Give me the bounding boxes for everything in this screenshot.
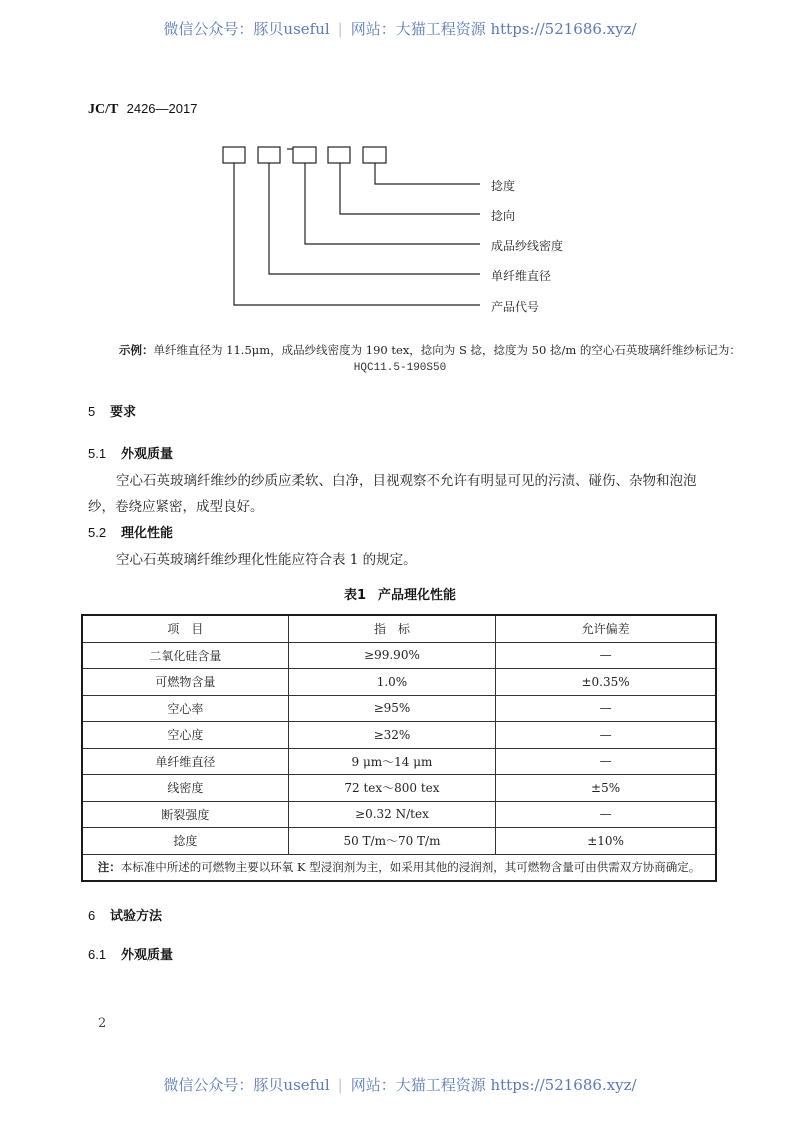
watermark-wechat: 微信公众号：豚贝useful	[163, 20, 330, 38]
example-text: 单纤维直径为 11.5μm，成品纱线密度为 190 tex，捻向为 S 捻，捻度为 50 捻/m 的空心石英玻璃纤维纱标记为：	[153, 343, 741, 357]
section-number: 6	[88, 908, 96, 923]
table-header-row	[82, 615, 716, 642]
section-6-1-heading	[88, 944, 173, 963]
table-row	[82, 669, 716, 696]
section-number: 5	[88, 404, 96, 419]
table1-caption	[0, 584, 800, 603]
section-title: 要求	[110, 405, 137, 420]
table-row	[82, 775, 716, 802]
table-cell-tolerance: ±5%	[496, 775, 716, 802]
diagram-label-twist-direction: 捻向	[491, 209, 516, 223]
table-row	[82, 695, 716, 722]
diagram-box-twist	[363, 147, 386, 163]
example-lead: 示例：	[119, 343, 154, 357]
table-cell-item: 空心度	[82, 722, 288, 749]
watermark-bottom	[0, 1074, 800, 1095]
table-note-row	[82, 854, 716, 881]
standard-prefix: JC/T	[88, 102, 119, 117]
table-cell-item: 二氧化硅含量	[82, 642, 288, 669]
diagram-label-linear-density: 成品纱线密度	[491, 239, 564, 253]
page-number: 2	[98, 1016, 107, 1031]
table-header-spec: 指 标	[288, 615, 495, 642]
table-cell-tolerance: —	[496, 801, 716, 828]
table-cell-spec: 72 tex～800 tex	[288, 775, 495, 802]
diagram-box-linear-density	[293, 147, 316, 163]
table-cell-tolerance: —	[496, 748, 716, 775]
table1-caption-title: 产品理化性能	[378, 588, 457, 603]
table-note-text: 本标准中所述的可燃物主要以环氧 K 型浸润剂为主，如采用其他的浸润剂，其可燃物含量可由供需双方协商确定。	[120, 860, 701, 875]
example-paragraph	[119, 342, 741, 358]
section-5-1-heading	[88, 443, 173, 462]
diagram-box-fiber-diameter	[258, 147, 280, 163]
example-code: HQC11.5-190S50	[353, 362, 447, 374]
section-title: 外观质量	[121, 447, 174, 462]
table-cell-tolerance: —	[496, 642, 716, 669]
table-cell-spec: 50 T/m～70 T/m	[288, 828, 495, 855]
table-cell-spec: ≥32%	[288, 722, 495, 749]
table-row	[82, 828, 716, 855]
table-row	[82, 748, 716, 775]
section-6-heading	[88, 905, 162, 924]
section-5-1-body-line1: 空心石英玻璃纤维纱的纱质应柔软、白净，目视观察不允许有明显可见的污渍、碰伤、杂物和泡泡	[116, 473, 697, 489]
diagram-label-product-code: 产品代号	[491, 300, 540, 314]
watermark-site: 网站：大猫工程资源 https://521686.xyz/	[350, 1076, 637, 1094]
table-header-item: 项 目	[82, 615, 288, 642]
section-number: 6.1	[88, 947, 107, 962]
watermark-separator: |	[337, 1076, 343, 1094]
table-cell-spec: 9 μm～14 μm	[288, 748, 495, 775]
table-cell-item: 捻度	[82, 828, 288, 855]
section-number: 5.1	[88, 446, 107, 461]
table-cell-item: 可燃物含量	[82, 669, 288, 696]
table1-caption-number: 表1	[343, 588, 367, 603]
section-title: 外观质量	[121, 948, 174, 963]
table-note-lead: 注：	[97, 860, 121, 875]
table-cell-tolerance: —	[496, 695, 716, 722]
table-cell-tolerance: —	[496, 722, 716, 749]
section-title: 理化性能	[121, 526, 174, 541]
standard-number: 2426—2017	[126, 101, 198, 116]
table-cell-spec: ≥0.32 N/tex	[288, 801, 495, 828]
table-row	[82, 801, 716, 828]
table1-properties	[81, 614, 717, 882]
designation-diagram	[0, 0, 800, 330]
watermark-wechat: 微信公众号：豚贝useful	[163, 1076, 330, 1094]
diagram-box-twist-direction	[328, 147, 350, 163]
table-cell-spec: ≥99.90%	[288, 642, 495, 669]
diagram-label-fiber-diameter: 单纤维直径	[491, 269, 552, 283]
section-number: 5.2	[88, 525, 107, 540]
table-row	[82, 642, 716, 669]
table-cell-tolerance: ±0.35%	[496, 669, 716, 696]
section-5-2-body: 空心石英玻璃纤维纱理化性能应符合表 1 的规定。	[116, 552, 417, 568]
diagram-box-product-code	[223, 147, 245, 163]
table-cell-tolerance: ±10%	[496, 828, 716, 855]
table-note	[82, 854, 716, 881]
table-cell-spec: 1.0%	[288, 669, 495, 696]
table-cell-item: 空心率	[82, 695, 288, 722]
table-cell-item: 线密度	[82, 775, 288, 802]
table-row	[82, 722, 716, 749]
table-cell-item: 单纤维直径	[82, 748, 288, 775]
watermark-separator: |	[337, 20, 343, 38]
section-title: 试验方法	[110, 909, 163, 924]
watermark-site: 网站：大猫工程资源 https://521686.xyz/	[350, 20, 637, 38]
section-5-2-heading	[88, 522, 173, 541]
section-5-1-body-line2: 纱，卷绕应紧密，成型良好。	[88, 499, 264, 515]
diagram-label-twist: 捻度	[491, 179, 516, 193]
table-cell-item: 断裂强度	[82, 801, 288, 828]
table-header-tolerance: 允许偏差	[496, 615, 716, 642]
table-cell-spec: ≥95%	[288, 695, 495, 722]
section-5-heading	[88, 401, 136, 420]
